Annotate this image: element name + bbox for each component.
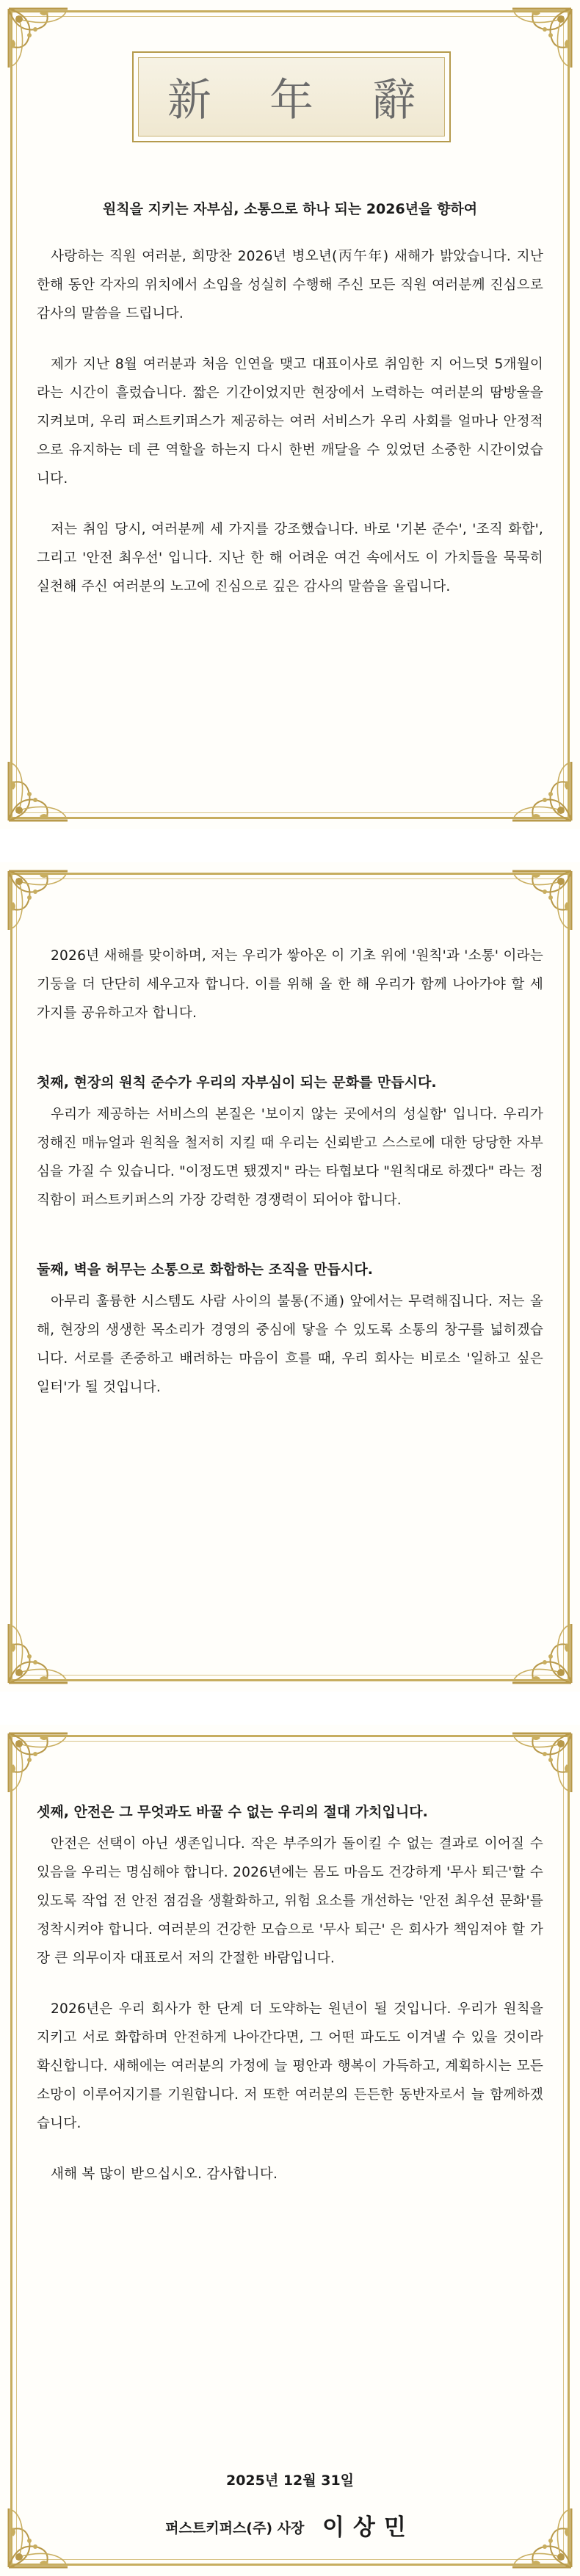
paragraph: 새해 복 많이 받으십시오. 감사합니다. — [51, 2166, 278, 2182]
ornament-corner-icon — [3, 1728, 73, 1797]
ornament-corner-icon — [3, 3, 73, 73]
ornament-corner-icon — [507, 757, 577, 826]
section-heading: 셋째, 안전은 그 무엇과도 바꿀 수 없는 우리의 절대 가치입니다. — [37, 1804, 428, 1820]
letter-panel-2 — [0, 862, 580, 1692]
letter-date: 2025년 12월 31일 — [225, 2473, 355, 2489]
paragraph: 2026년 새해를 맞이하며, 저는 우리가 쌓아온 이 기초 위에 '원칙'과 '소통' 이라는 기둥을 더 단단히 세우고자 합니다. 이를 위해 올 한 해 우리가 함께 나아가야 할 세 가지를 공유하고자 합니다. — [37, 948, 543, 1021]
paragraph: 우리가 제공하는 서비스의 본질은 '보이지 않는 곳에서의 성실함' 입니다. 우리가 정해진 매뉴얼과 원칙을 철저히 지킬 때 우리는 신뢰받고 스스로에 대한 당당한 자부심을 가질 수 있습니다. "이정도면 됐겠지" 라는 타협보다 "원칙대로 하겠다" 라는 정직함이 퍼스트키퍼스의 가장 강력한 경쟁력이 되어야 합니다. — [37, 1107, 543, 1208]
signer-name: 이상민 — [322, 2514, 415, 2541]
paragraph: 저는 취임 당시, 여러분께 세 가지를 강조했습니다. 바로 '기본 준수', '조직 화합', 그리고 '안전 최우선' 입니다. 지난 한 해 어려운 여건 속에서도 이 가치들을 묵묵히 실천해 주신 여러분의 노고에 진심으로 깊은 감사의 말씀을 올립니다. — [37, 522, 543, 594]
letter-heading: 원칙을 지키는 자부심, 소통으로 하나 되는 2026년을 향하여 — [102, 201, 478, 217]
letter-panel-3 — [0, 1725, 580, 2576]
ornament-corner-icon — [507, 865, 577, 935]
letter-panel-1 — [0, 0, 580, 829]
signer-title: 퍼스트키퍼스(주) 사장 — [165, 2520, 305, 2536]
section-heading: 둘째, 벽을 허무는 소통으로 화합하는 조직을 만듭시다. — [37, 1262, 373, 1278]
signature-line — [0, 2508, 580, 2542]
section1-body — [37, 242, 543, 623]
section2-body — [37, 942, 543, 1424]
section-heading: 첫째, 현장의 원칙 준수가 우리의 자부심이 되는 문화를 만듭시다. — [37, 1074, 437, 1091]
paragraph: 사랑하는 직원 여러분, 희망찬 2026년 병오년(丙午年) 새해가 밝았습니다. 지난 한해 동안 각자의 위치에서 소임을 성실히 수행해 주신 모든 직원 여러분께 진심으로 감사의 말씀을 드립니다. — [37, 249, 543, 321]
ornament-corner-icon — [3, 865, 73, 935]
ornament-corner-icon — [507, 1619, 577, 1689]
section3-body — [37, 1798, 543, 2211]
paragraph: 안전은 선택이 아닌 생존입니다. 작은 부주의가 돌이킬 수 없는 결과로 이어질 수 있음을 우리는 명심해야 합니다. 2026년에는 몸도 마음도 건강하게 '무사 퇴근'할 수 있도록 작업 전 안전 점검을 생활화하고, 위험 요소를 개선하는 '안전 최우선 문화'를 정착시켜야 합니다. 여러분의 건강한 모습으로 '무사 퇴근' 은 회사가 책임져야 할 가장 큰 의무이자 대표로서 저의 간절한 바람입니다. — [37, 1836, 543, 1966]
paragraph: 아무리 훌륭한 시스템도 사람 사이의 불통(不通) 앞에서는 무력해집니다. 저는 올해, 현장의 생생한 목소리가 경영의 중심에 닿을 수 있도록 소통의 창구를 넓히겠습니다. 서로를 존중하고 배려하는 마음이 흐를 때, 우리 회사는 비로소 '일하고 싶은 일터'가 될 것입니다. — [37, 1294, 543, 1395]
ornament-corner-icon — [507, 1728, 577, 1797]
paragraph: 제가 지난 8월 여러분과 처음 인연을 맺고 대표이사로 취임한 지 어느덧 5개월이라는 시간이 흘렀습니다. 짧은 기간이었지만 현장에서 노력하는 여러분의 땀방울을 지켜보며, 우리 퍼스트키퍼스가 제공하는 여러 서비스가 우리 사회를 얼마나 안정적으로 유지하는 데 큰 역할을 하는지 다시 한번 깨달을 수 있었던 소중한 시간이었습니다. — [37, 357, 543, 487]
page-title: 新 年 辭 — [167, 75, 438, 126]
ornament-corner-icon — [507, 3, 577, 73]
paragraph: 2026년은 우리 회사가 한 단계 더 도약하는 원년이 될 것입니다. 우리가 원칙을 지키고 서로 화합하며 안전하게 나아간다면, 그 어떤 파도도 이겨낼 수 있을 것이라 확신합니다. 새해에는 여러분의 가정에 늘 평안과 행복이 가득하고, 계획하시는 모든 소망이 이루어지기를 기원합니다. 저 또한 여러분의 든든한 동반자로서 늘 함께하겠습니다. — [37, 2001, 543, 2131]
ornament-corner-icon — [3, 757, 73, 826]
ornament-corner-icon — [3, 1619, 73, 1689]
title-plaque — [132, 51, 451, 142]
